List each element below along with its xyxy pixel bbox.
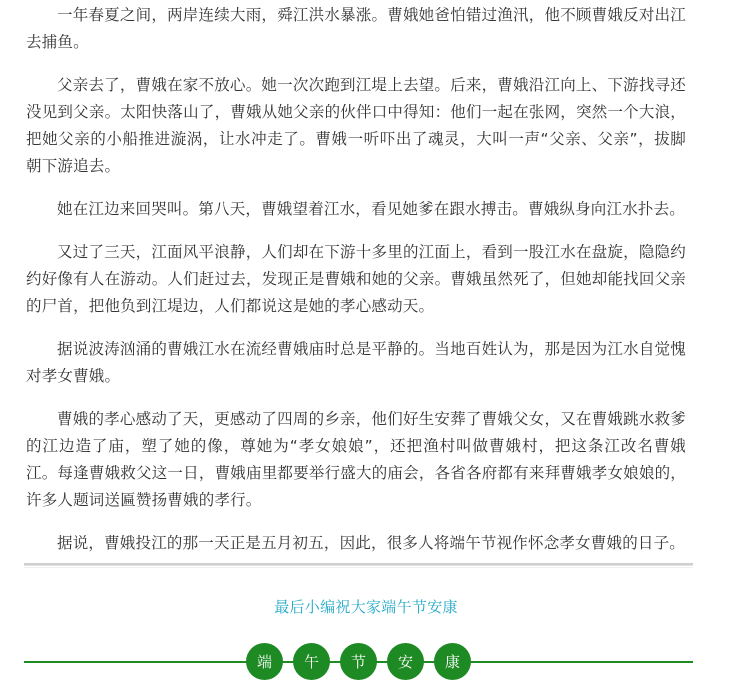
festival-char-circle: 节 xyxy=(340,643,377,680)
article-paragraph: 一年春夏之间，两岸连续大雨，舜江洪水暴涨。曹娥她爸怕错过渔汛，他不顾曹娥反对出江去捕鱼。 xyxy=(26,6,686,51)
article-paragraph: 她在江边来回哭叫。第八天，曹娥望着江水，看见她爹在跟水搏击。曹娥纵身向江水扑去。 xyxy=(57,200,686,218)
article-paragraph: 又过了三天，江面风平浪静，人们却在下游十多里的江面上，看到一股江水在盘旋，隐隐约约好像有人在游动。人们赶过去，发现正是曹娥和她的父亲。曹娥虽然死了，但她却能找回父亲的尸首，把他负到江堤边，人们都说这是她的孝心感动天。 xyxy=(26,243,686,315)
festival-char-circle: 安 xyxy=(387,643,424,680)
closing-greeting: 最后小编祝大家端午节安康 xyxy=(274,598,458,616)
festival-circles xyxy=(246,643,471,680)
section-divider xyxy=(24,563,693,566)
article-paragraph: 曹娥的孝心感动了天，更感动了四周的乡亲，他们好生安葬了曹娥父女，又在曹娥跳水救爹的江边造了庙，塑了她的像，尊她为“孝女娘娘”，还把渔村叫做曹娥村，把这条江改名曹娥江。每逢曹娥救父这一日，曹娥庙里都要举行盛大的庙会，各省各府都有来拜曹娥孝女娘娘的，许多人题词送匾赞扬曹娥的孝行。 xyxy=(26,410,686,509)
article-paragraph: 据说，曹娥投江的那一天正是五月初五，因此，很多人将端午节视作怀念孝女曹娥的日子。 xyxy=(57,534,686,552)
festival-char-circle: 端 xyxy=(246,643,283,680)
article-paragraph: 据说波涛汹涌的曹娥江水在流经曹娥庙时总是平静的。当地百姓认为，那是因为江水自觉愧对孝女曹娥。 xyxy=(26,340,686,385)
festival-banner xyxy=(24,643,693,683)
article-body xyxy=(26,0,686,573)
article-paragraph: 父亲去了，曹娥在家不放心。她一次次跑到江堤上去望。后来，曹娥沿江向上、下游找寻还没见到父亲。太阳快落山了，曹娥从她父亲的伙伴口中得知：他们一起在张网，突然一个大浪，把她父亲的小船推进漩涡，让水冲走了。曹娥一听吓出了魂灵，大叫一声“父亲、父亲”，拔脚朝下游追去。 xyxy=(26,76,686,175)
festival-char-circle: 康 xyxy=(434,643,471,680)
festival-char-circle: 午 xyxy=(293,643,330,680)
